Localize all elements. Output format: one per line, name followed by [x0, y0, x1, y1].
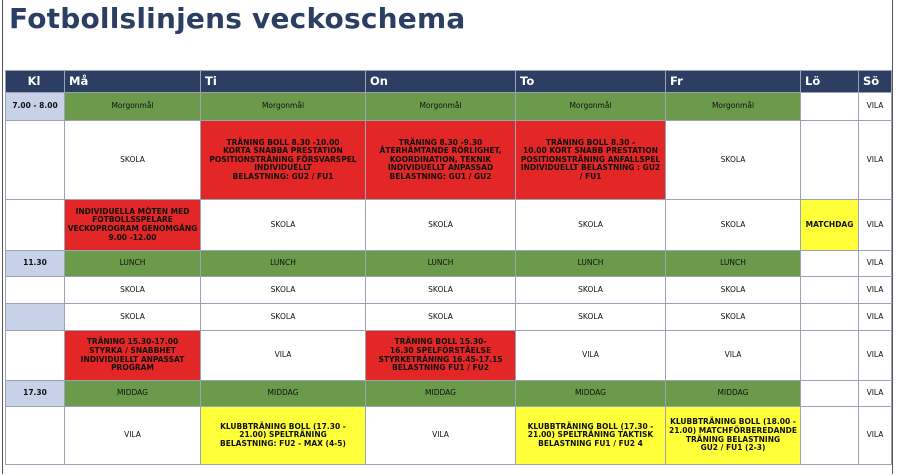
- page-title: Fotbollslinjens veckoschema: [9, 2, 466, 35]
- schedule-cell: VILA: [201, 331, 366, 381]
- schedule-row: [6, 251, 892, 277]
- weekly-schedule-table: [5, 70, 892, 465]
- schedule-cell: SKOLA: [666, 200, 801, 251]
- schedule-cell: KLUBBTRÄNING BOLL (18.00 - 21.00) MATCHFÖRBEREDANDE TRÄNING BELASTNING GU2 / FU1 (2-3): [666, 407, 801, 465]
- schedule-cell: TRÄNING BOLL 15.30- 16.30 SPELFÖRSTÅELSE STYRKETRÄNING 16.45-17.15 BELASTNING FU1 / FU2: [366, 331, 516, 381]
- schedule-row: [6, 200, 892, 251]
- schedule-cell: Morgonmål: [201, 93, 366, 121]
- time-cell: [6, 331, 65, 381]
- schedule-cell: TRÄNING BOLL 8.30 - 10.00 KORT SNABB PRESTATION POSITIONSTRÄNING ANFALLSPEL INDIVIDUELLT BELASTNING : GU2 / FU1: [516, 121, 666, 200]
- schedule-cell: [801, 331, 859, 381]
- schedule-cell: Morgonmål: [65, 93, 201, 121]
- header-row: [6, 71, 892, 93]
- time-cell: 17.30: [6, 381, 65, 407]
- schedule-row: [6, 304, 892, 331]
- schedule-cell: MIDDAG: [666, 381, 801, 407]
- schedule-row: [6, 277, 892, 304]
- header-on: On: [366, 71, 516, 93]
- schedule-cell: Morgonmål: [516, 93, 666, 121]
- schedule-cell: TRÄNING 15.30-17.00 STYRKA / SNABBHET INDIVIDUELLT ANPASSAT PROGRAM: [65, 331, 201, 381]
- schedule-cell: SKOLA: [366, 200, 516, 251]
- schedule-cell: SKOLA: [666, 121, 801, 200]
- header-kl: Kl: [6, 71, 65, 93]
- schedule-cell: KLUBBTRÄNING BOLL (17.30 - 21.00) SPELTRÄNING TAKTISK BELASTNING FU1 / FU2 4: [516, 407, 666, 465]
- schedule-cell: [801, 121, 859, 200]
- schedule-cell: VILA: [65, 407, 201, 465]
- schedule-cell: INDIVIDUELLA MÖTEN MED FOTBOLLSSPELARE VECKOPROGRAM GENOMGÅNG 9.00 -12.00: [65, 200, 201, 251]
- time-cell: [6, 200, 65, 251]
- schedule-cell: Morgonmål: [666, 93, 801, 121]
- schedule-cell: SKOLA: [201, 277, 366, 304]
- schedule-cell: VILA: [859, 93, 892, 121]
- schedule-cell: LUNCH: [201, 251, 366, 277]
- header-fr: Fr: [666, 71, 801, 93]
- schedule-cell: [801, 407, 859, 465]
- schedule-cell: VILA: [666, 331, 801, 381]
- schedule-cell: MATCHDAG: [801, 200, 859, 251]
- header-so: Sö: [859, 71, 892, 93]
- schedule-cell: SKOLA: [516, 277, 666, 304]
- time-cell: 11.30: [6, 251, 65, 277]
- schedule-cell: VILA: [859, 251, 892, 277]
- header-to: To: [516, 71, 666, 93]
- schedule-cell: SKOLA: [201, 200, 366, 251]
- schedule-cell: SKOLA: [516, 304, 666, 331]
- schedule-cell: TRÄNING BOLL 8.30 -10.00 KORTA SNABBA PRESTATION POSITIONSTRÄNING FÖRSVARSPEL INDIVIDUELLT BELASTNING: GU2 / FU1: [201, 121, 366, 200]
- time-cell: [6, 407, 65, 465]
- schedule-cell: LUNCH: [666, 251, 801, 277]
- schedule-cell: Morgonmål: [366, 93, 516, 121]
- schedule-cell: VILA: [859, 331, 892, 381]
- schedule-cell: VILA: [859, 277, 892, 304]
- schedule-cell: MIDDAG: [201, 381, 366, 407]
- schedule-cell: VILA: [859, 407, 892, 465]
- header-lo: Lö: [801, 71, 859, 93]
- time-cell: [6, 277, 65, 304]
- schedule-cell: [801, 381, 859, 407]
- schedule-cell: SKOLA: [65, 121, 201, 200]
- schedule-cell: [801, 304, 859, 331]
- header-ti: Ti: [201, 71, 366, 93]
- schedule-cell: VILA: [859, 381, 892, 407]
- schedule-cell: SKOLA: [65, 277, 201, 304]
- schedule-cell: MIDDAG: [65, 381, 201, 407]
- schedule-cell: SKOLA: [516, 200, 666, 251]
- schedule-cell: VILA: [859, 200, 892, 251]
- time-cell: 7.00 - 8.00: [6, 93, 65, 121]
- schedule-cell: LUNCH: [366, 251, 516, 277]
- schedule-cell: KLUBBTRÄNING BOLL (17.30 - 21.00) SPELTRÄNING BELASTNING: FU2 - MAX (4-5): [201, 407, 366, 465]
- time-cell: [6, 304, 65, 331]
- schedule-cell: SKOLA: [666, 277, 801, 304]
- header-ma: Må: [65, 71, 201, 93]
- schedule-cell: MIDDAG: [366, 381, 516, 407]
- schedule-cell: [801, 277, 859, 304]
- schedule-cell: VILA: [859, 304, 892, 331]
- schedule-cell: LUNCH: [516, 251, 666, 277]
- schedule-cell: VILA: [859, 121, 892, 200]
- time-cell: [6, 121, 65, 200]
- schedule-cell: SKOLA: [366, 277, 516, 304]
- schedule-cell: TRÄNING 8.30 -9.30 ÅTERHÄMTANDE RÖRLIGHET, KOORDINATION, TEKNIK INDIVIDUELLT ANPASSAD BELASTNING: GU1 / GU2: [366, 121, 516, 200]
- schedule-cell: MIDDAG: [516, 381, 666, 407]
- schedule-row: [6, 407, 892, 465]
- schedule-row: [6, 381, 892, 407]
- schedule-row: [6, 331, 892, 381]
- schedule-cell: VILA: [516, 331, 666, 381]
- schedule-cell: [801, 251, 859, 277]
- schedule-row: [6, 121, 892, 200]
- schedule-cell: SKOLA: [366, 304, 516, 331]
- schedule-cell: SKOLA: [201, 304, 366, 331]
- schedule-cell: [801, 93, 859, 121]
- schedule-row: [6, 93, 892, 121]
- schedule-cell: LUNCH: [65, 251, 201, 277]
- schedule-cell: SKOLA: [666, 304, 801, 331]
- schedule-cell: SKOLA: [65, 304, 201, 331]
- schedule-cell: VILA: [366, 407, 516, 465]
